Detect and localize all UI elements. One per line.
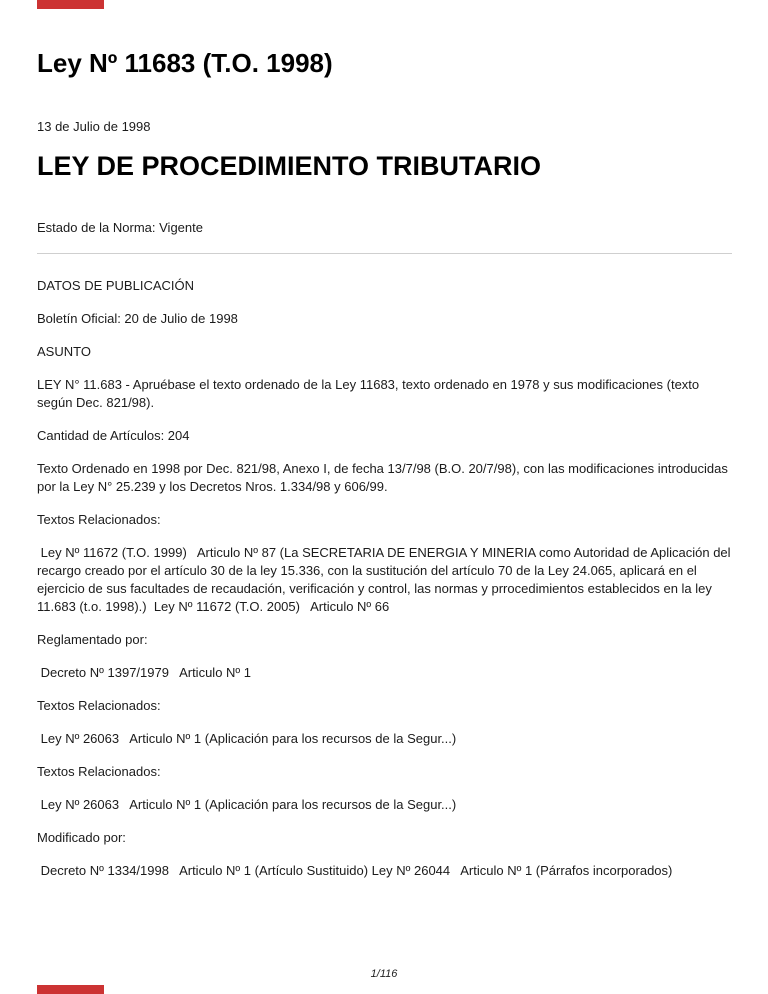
- document-subtitle: LEY DE PROCEDIMIENTO TRIBUTARIO: [37, 151, 542, 181]
- ref-decreto-1334: Decreto Nº 1334/1998 Articulo Nº 1 (Artículo Sustituido) Ley Nº 26044 Articulo Nº 1 (Párrafos incorporados): [37, 863, 673, 878]
- paragraph-boletin-oficial: Boletín Oficial: 20 de Julio de 1998: [37, 311, 238, 326]
- paragraph-texto-ordenado: Texto Ordenado en 1998 por Dec. 821/98, Anexo I, de fecha 13/7/98 (B.O. 20/7/98), con las modificaciones introducidas por la Ley N° 25.239 y los Decretos Nros. 1.334/98 y 606/99.: [37, 461, 732, 494]
- ref-ley-26063-2: Ley Nº 26063 Articulo Nº 1 (Aplicación para los recursos de la Segur...): [37, 797, 457, 812]
- page-marker-top: [37, 0, 104, 9]
- paragraph-cantidad-articulos: Cantidad de Artículos: 204: [37, 428, 190, 443]
- document-date: 13 de Julio de 1998: [37, 119, 151, 134]
- norm-status: Estado de la Norma: Vigente: [37, 220, 203, 235]
- label-textos-relacionados-2: Textos Relacionados:: [37, 698, 161, 713]
- paragraph-asunto-text: LEY N° 11.683 - Apruébase el texto ordenado de la Ley 11683, texto ordenado en 1978 y sus modificaciones (texto según Dec. 821/98).: [37, 377, 703, 410]
- page-title: Ley Nº 11683 (T.O. 1998): [37, 48, 333, 78]
- label-textos-relacionados-1: Textos Relacionados:: [37, 512, 161, 527]
- section-heading-datos-publicacion: DATOS DE PUBLICACIÓN: [37, 278, 194, 293]
- label-modificado-por: Modificado por:: [37, 830, 126, 845]
- ref-decreto-1397: Decreto Nº 1397/1979 Articulo Nº 1: [37, 665, 252, 680]
- ref-ley-11672: Ley Nº 11672 (T.O. 1999) Articulo Nº 87 (La SECRETARIA DE ENERGIA Y MINERIA como Autoridad de Aplicación del recargo creado por el artículo 30 de la ley 15.336, con la sustitución del artículo 70 de la Ley 24.065, aplicará en el ejercicio de sus facultades de recaudación, verificación y control, las normas y prrocedimientos establecidos en la ley 11.683 (t.o. 1998).) Ley Nº 11672 (T.O. 2005) Articulo Nº 66: [37, 545, 735, 614]
- ref-ley-26063-1: Ley Nº 26063 Articulo Nº 1 (Aplicación para los recursos de la Segur...): [37, 731, 457, 746]
- label-reglamentado-por: Reglamentado por:: [37, 632, 148, 647]
- section-heading-asunto: ASUNTO: [37, 344, 91, 359]
- divider: [37, 253, 732, 254]
- page-number: 1/116: [370, 968, 398, 980]
- page-marker-bottom: [37, 985, 104, 994]
- label-textos-relacionados-3: Textos Relacionados:: [37, 764, 161, 779]
